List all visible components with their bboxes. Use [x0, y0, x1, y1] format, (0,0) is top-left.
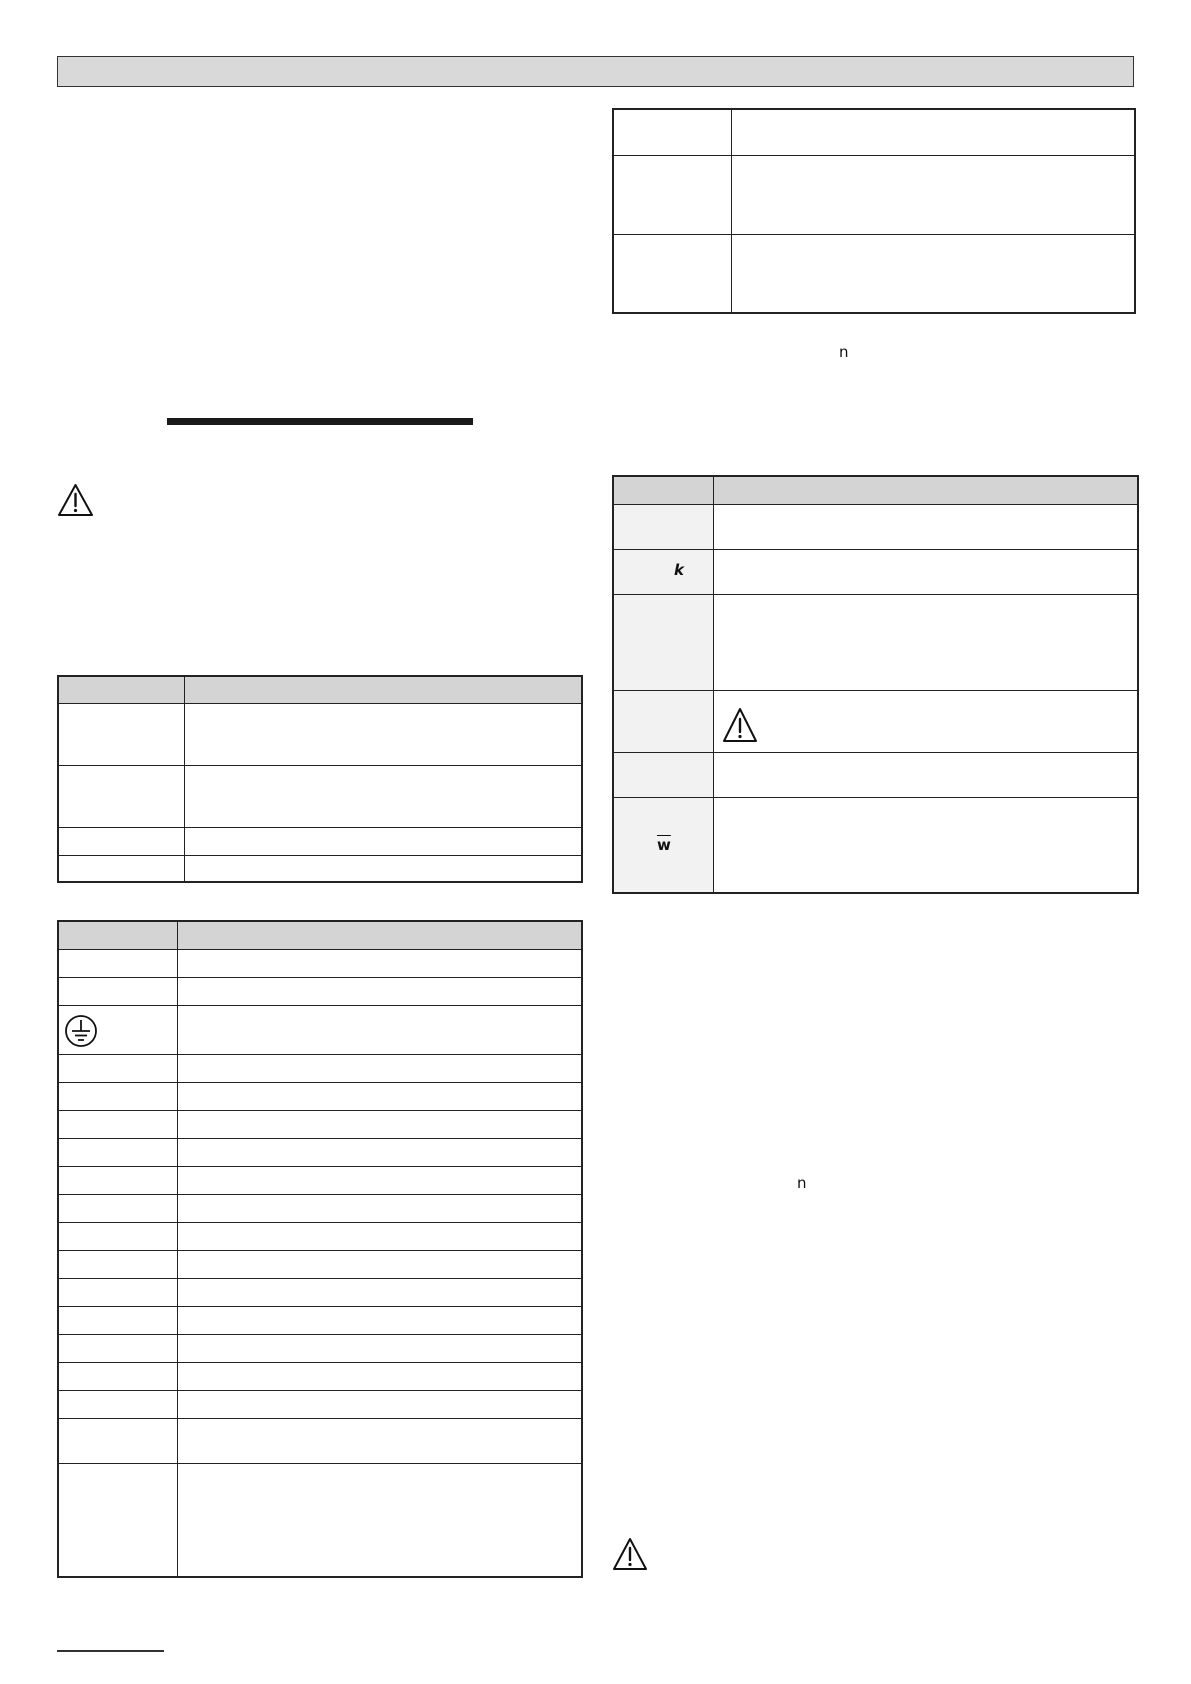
footer-rule [57, 1650, 164, 1652]
warning-triangle-icon [722, 707, 758, 743]
table-row [58, 949, 582, 977]
table-row [613, 109, 1135, 155]
table-row [613, 690, 1138, 752]
table-row [58, 1418, 582, 1463]
section-header-bar [57, 56, 1134, 87]
table-header-row [613, 476, 1138, 504]
table-row [613, 549, 1138, 594]
table-row [613, 594, 1138, 690]
table-row [58, 1194, 582, 1222]
table-row [58, 1082, 582, 1110]
table-row [58, 703, 582, 765]
warning-triangle-icon [57, 483, 94, 517]
heading-underline-rule [167, 418, 473, 425]
table-row [58, 1250, 582, 1278]
table-row [58, 1222, 582, 1250]
table-row [58, 1463, 582, 1577]
table-row [58, 1005, 582, 1054]
table-row [58, 1334, 582, 1362]
table-header-cell [714, 476, 1139, 504]
table-header-row [58, 921, 582, 949]
table-header-cell [58, 676, 185, 703]
table-row [58, 1054, 582, 1082]
table-row [613, 155, 1135, 234]
display-glyph-n: n [839, 343, 849, 361]
display-glyph-n: n [797, 1174, 807, 1192]
table-header-cell [613, 476, 714, 504]
table-row [613, 752, 1138, 797]
table-header-cell [178, 921, 583, 949]
display-glyph-k: k [674, 560, 684, 579]
table-row [58, 1166, 582, 1194]
table-row [58, 1138, 582, 1166]
display-codes-table [612, 475, 1139, 894]
display-glyph-w: $\overline{w}$ [657, 835, 671, 854]
table-row [613, 504, 1138, 549]
terminal-table [57, 920, 583, 1578]
spec-table-1 [57, 675, 583, 883]
table-row [58, 1390, 582, 1418]
table-row [58, 765, 582, 827]
table-row [58, 827, 582, 855]
table-row [58, 1278, 582, 1306]
table-row [58, 1110, 582, 1138]
table-row [613, 234, 1135, 313]
table-header-cell [185, 676, 583, 703]
table-header-row [58, 676, 582, 703]
protective-earth-icon [64, 1014, 98, 1048]
table-row [58, 1362, 582, 1390]
table-row [58, 855, 582, 882]
table-header-cell [58, 921, 178, 949]
table-row [58, 1306, 582, 1334]
right-spec-table [612, 108, 1136, 314]
warning-triangle-icon [612, 1537, 648, 1571]
table-row [58, 977, 582, 1005]
table-row [613, 797, 1138, 893]
